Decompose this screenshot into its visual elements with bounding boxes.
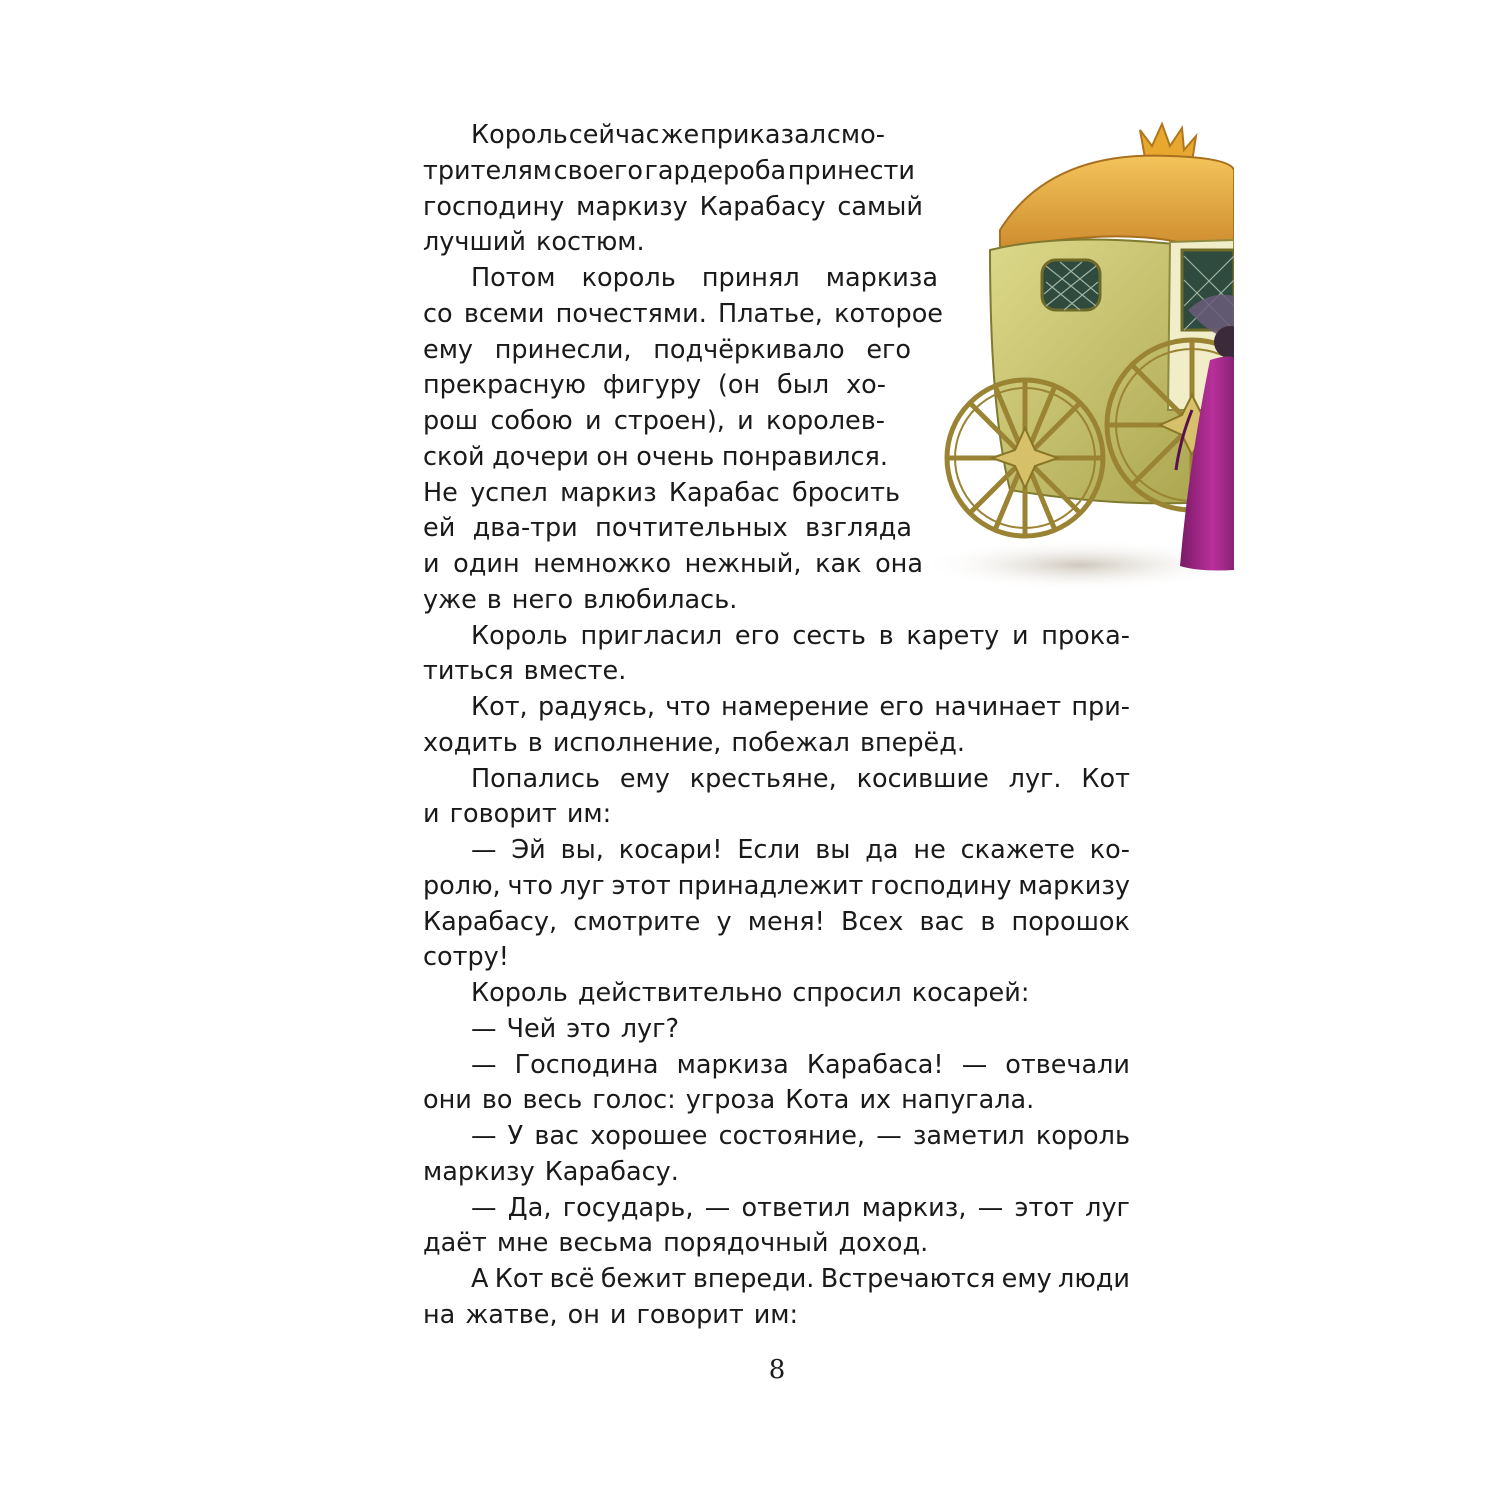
- text-word: угроза: [685, 1085, 776, 1116]
- text-word: луг?: [620, 1013, 680, 1044]
- text-word: вас: [534, 1121, 580, 1151]
- text-word: Кот: [494, 1264, 544, 1294]
- text-word: состояние,: [718, 1121, 866, 1151]
- text-word: косари!: [618, 835, 723, 865]
- text-word: нежный,: [684, 549, 802, 579]
- text-word: прекрасную: [423, 370, 587, 401]
- text-line: [423, 1225, 1130, 1261]
- text-word: влюбилась.: [583, 584, 738, 615]
- text-word: и: [423, 799, 440, 830]
- text-word: —: [961, 1049, 988, 1080]
- text-line: [423, 1011, 1130, 1047]
- text-word: гардероба: [644, 155, 787, 186]
- text-word: маркизу: [423, 1156, 535, 1187]
- text-word: всё: [549, 1264, 595, 1294]
- text-word: карету: [906, 620, 1000, 651]
- text-word: маркиз,: [861, 1192, 967, 1223]
- text-word: и: [737, 406, 754, 436]
- text-word: хорошее: [590, 1121, 708, 1151]
- text-word: он: [596, 441, 629, 472]
- text-word: же: [660, 120, 700, 150]
- text-word: и: [609, 1299, 627, 1330]
- text-word: это: [566, 1013, 611, 1044]
- text-word: приказал: [700, 120, 827, 150]
- text-word: своего: [553, 155, 643, 186]
- text-line: [423, 1297, 1130, 1333]
- text-line: [423, 832, 1130, 868]
- text-word: королев-: [765, 406, 885, 436]
- text-word: весьма: [558, 1228, 654, 1259]
- text-word: —: [471, 1192, 497, 1223]
- text-line: [423, 761, 1130, 797]
- text-word: его: [879, 692, 925, 722]
- text-word: отвечали: [1005, 1049, 1130, 1080]
- text-line: [423, 546, 923, 582]
- text-word: два-три: [472, 513, 578, 544]
- text-word: в: [980, 906, 996, 937]
- text-word: радуясь,: [537, 692, 655, 722]
- text-word: луг.: [1008, 763, 1062, 794]
- text-word: даёт: [423, 1228, 487, 1259]
- text-word: им:: [566, 799, 612, 830]
- text-word: Король: [471, 620, 568, 651]
- text-word: ходить: [423, 727, 518, 758]
- text-word: собою: [490, 406, 573, 436]
- text-line: [423, 296, 943, 332]
- text-word: Король: [471, 120, 568, 150]
- text-word: говорит: [449, 799, 557, 830]
- text-line: [423, 725, 1130, 761]
- text-word: вас: [919, 906, 965, 937]
- text-line: [423, 1047, 1130, 1083]
- text-word: принял: [701, 263, 800, 293]
- text-line: [423, 653, 1130, 689]
- text-word: ответил: [741, 1192, 851, 1223]
- text-line: [423, 367, 886, 403]
- text-word: дочери: [492, 441, 589, 472]
- text-word: —: [471, 1049, 497, 1080]
- text-word: маркиз: [560, 477, 657, 508]
- text-word: заметил: [912, 1121, 1025, 1151]
- text-line: [423, 1154, 1130, 1190]
- text-word: да: [865, 835, 899, 865]
- text-word: сесть: [792, 620, 866, 651]
- text-word: этот: [1014, 1192, 1074, 1223]
- text-word: впереди.: [692, 1264, 815, 1294]
- text-word: —: [471, 1013, 497, 1044]
- text-word: и: [423, 549, 440, 579]
- text-word: всеми: [463, 298, 545, 329]
- text-word: хо-: [846, 370, 886, 401]
- text-word: его: [866, 334, 911, 365]
- text-word: Чей: [506, 1013, 557, 1044]
- text-word: Карабасу: [699, 191, 826, 222]
- text-line: [423, 260, 938, 296]
- text-word: говорит: [636, 1299, 744, 1330]
- text-word: меня!: [747, 906, 825, 937]
- text-word: подчёркивало: [653, 334, 845, 365]
- text-word: голос:: [592, 1085, 676, 1116]
- page-number: 8: [768, 1355, 786, 1385]
- text-word: смотрите: [573, 906, 701, 937]
- text-word: государь,: [562, 1192, 694, 1223]
- text-word: пригласил: [580, 620, 723, 651]
- text-line: [423, 868, 1130, 904]
- text-word: принесли,: [494, 334, 632, 365]
- text-word: принести: [787, 155, 915, 186]
- text-word: маркизу: [1018, 870, 1130, 901]
- text-word: он: [567, 1299, 600, 1330]
- text-line: [423, 939, 1130, 975]
- text-word: успел: [470, 477, 548, 508]
- text-word: Всех: [841, 906, 904, 937]
- text-line: [423, 510, 912, 546]
- text-line: [423, 153, 915, 189]
- text-word: что: [665, 692, 711, 722]
- text-word: весь: [522, 1085, 583, 1116]
- text-word: напугала.: [901, 1085, 1035, 1116]
- text-word: как: [815, 549, 862, 579]
- text-word: ему: [1001, 1264, 1052, 1294]
- text-word: ему: [423, 334, 474, 365]
- text-word: сотру!: [423, 942, 509, 973]
- text-word: его: [734, 620, 780, 651]
- text-line: [423, 1082, 1130, 1118]
- text-word: костюм.: [535, 227, 645, 258]
- text-word: во: [481, 1085, 513, 1116]
- text-word: господину: [870, 870, 1012, 901]
- text-word: люди: [1058, 1264, 1130, 1294]
- text-line: [423, 582, 923, 618]
- text-word: Встречаются: [820, 1264, 996, 1294]
- text-word: что: [507, 870, 554, 901]
- text-word: Кот: [1081, 763, 1130, 794]
- text-word: не: [913, 835, 946, 865]
- text-word: маркиза: [676, 1049, 789, 1080]
- text-word: ской: [423, 441, 485, 472]
- text-word: самый: [837, 191, 923, 222]
- text-word: Карабас: [668, 477, 780, 508]
- text-word: рош: [423, 406, 479, 436]
- text-word: лучший: [423, 227, 526, 258]
- text-line: [423, 975, 1130, 1011]
- text-word: вместе.: [523, 656, 627, 687]
- text-word: был: [777, 370, 830, 401]
- text-word: понравился.: [721, 441, 888, 472]
- text-word: крестьяне,: [689, 763, 837, 794]
- text-line: [423, 1261, 1130, 1297]
- text-word: спросил: [792, 978, 902, 1008]
- text-line: [423, 904, 1130, 940]
- text-word: принадлежит: [677, 870, 864, 901]
- text-word: Карабасу.: [544, 1156, 679, 1187]
- text-word: (он: [717, 370, 761, 401]
- text-word: Да,: [507, 1192, 552, 1223]
- text-word: него: [511, 584, 574, 615]
- text-word: А: [471, 1264, 489, 1294]
- text-line: [423, 796, 1130, 832]
- text-word: Кота: [785, 1085, 850, 1116]
- text-word: и: [1012, 620, 1029, 651]
- text-word: бежит: [600, 1264, 687, 1294]
- text-word: маркиза: [825, 263, 938, 293]
- text-word: почтительных: [595, 513, 788, 544]
- text-line: [423, 332, 911, 368]
- text-word: маркизу: [576, 191, 688, 222]
- text-word: луг: [559, 870, 605, 901]
- text-line: [423, 618, 1130, 654]
- text-line: [423, 1190, 1130, 1226]
- text-word: Карабаса!: [806, 1049, 944, 1080]
- text-word: смо-: [826, 120, 885, 150]
- text-word: в: [486, 584, 502, 615]
- text-word: один: [453, 549, 520, 579]
- text-word: Эй: [511, 835, 546, 865]
- text-word: она: [875, 549, 923, 579]
- text-word: —: [471, 1121, 497, 1151]
- text-word: —: [471, 835, 497, 865]
- text-word: сейчас: [568, 120, 660, 150]
- text-word: им:: [753, 1299, 799, 1330]
- text-word: со: [423, 298, 453, 329]
- text-word: доход.: [838, 1228, 929, 1259]
- text-word: ему: [619, 763, 670, 794]
- text-word: уже: [423, 584, 477, 615]
- text-word: при-: [1071, 692, 1130, 722]
- text-line: [423, 475, 900, 511]
- text-word: начинает: [934, 692, 1062, 722]
- text-word: —: [876, 1121, 902, 1151]
- text-word: взгляда: [805, 513, 912, 544]
- text-word: действительно: [577, 978, 783, 1008]
- text-word: скажете: [960, 835, 1075, 865]
- text-word: жатве,: [465, 1299, 558, 1330]
- text-word: побежал: [731, 727, 850, 758]
- text-word: Потом: [471, 263, 556, 293]
- text-line: [423, 189, 923, 225]
- text-word: Если: [737, 835, 801, 865]
- text-word: Не: [423, 477, 458, 508]
- text-word: ко-: [1089, 835, 1130, 865]
- text-word: их: [859, 1085, 892, 1116]
- text-word: прока-: [1041, 620, 1130, 651]
- text-word: косившие: [856, 763, 989, 794]
- text-word: ролю,: [423, 870, 501, 901]
- text-word: немножко: [533, 549, 672, 579]
- text-word: ей: [423, 513, 456, 544]
- text-word: порошок: [1011, 906, 1130, 937]
- text-word: исполнение,: [552, 727, 722, 758]
- text-word: у: [716, 906, 732, 937]
- text-line: [423, 403, 885, 439]
- text-line: [423, 224, 923, 260]
- text-word: луг: [1085, 1192, 1130, 1223]
- text-line: [423, 439, 888, 475]
- text-word: —: [977, 1192, 1004, 1223]
- text-word: —: [704, 1192, 731, 1223]
- text-word: мне: [496, 1228, 549, 1259]
- text-word: Карабасу,: [423, 906, 558, 937]
- text-word: в: [527, 727, 543, 758]
- text-word: бросить: [791, 477, 900, 508]
- text-word: фигуру: [602, 370, 702, 401]
- text-word: почестями.: [555, 298, 707, 329]
- carriage-illustration: [930, 110, 1234, 590]
- text-word: титься: [423, 656, 514, 687]
- text-word: господину: [423, 191, 565, 222]
- text-word: косарей:: [911, 978, 1030, 1008]
- text-word: Платье,: [718, 298, 823, 329]
- text-word: на: [423, 1299, 456, 1330]
- text-word: трителям: [423, 155, 553, 186]
- text-word: У: [507, 1121, 524, 1151]
- text-line: [423, 117, 885, 153]
- text-word: вперёд.: [859, 727, 965, 758]
- text-word: строен),: [613, 406, 725, 436]
- text-word: очень: [636, 441, 715, 472]
- text-word: Попались: [471, 763, 600, 794]
- text-word: намерение: [721, 692, 870, 722]
- text-word: вы,: [560, 835, 604, 865]
- text-line: [423, 1118, 1130, 1154]
- text-word: Король: [471, 978, 568, 1008]
- text-line: [423, 689, 1130, 725]
- text-word: этот: [611, 870, 671, 901]
- text-word: которое: [834, 298, 943, 329]
- text-word: Кот,: [471, 692, 528, 722]
- text-word: король: [581, 263, 676, 293]
- text-word: король: [1035, 1121, 1130, 1151]
- text-word: порядочный: [663, 1228, 829, 1259]
- text-word: они: [423, 1085, 472, 1116]
- text-word: в: [878, 620, 894, 651]
- text-word: вы: [815, 835, 851, 865]
- text-word: Господина: [514, 1049, 659, 1080]
- text-word: и: [585, 406, 602, 436]
